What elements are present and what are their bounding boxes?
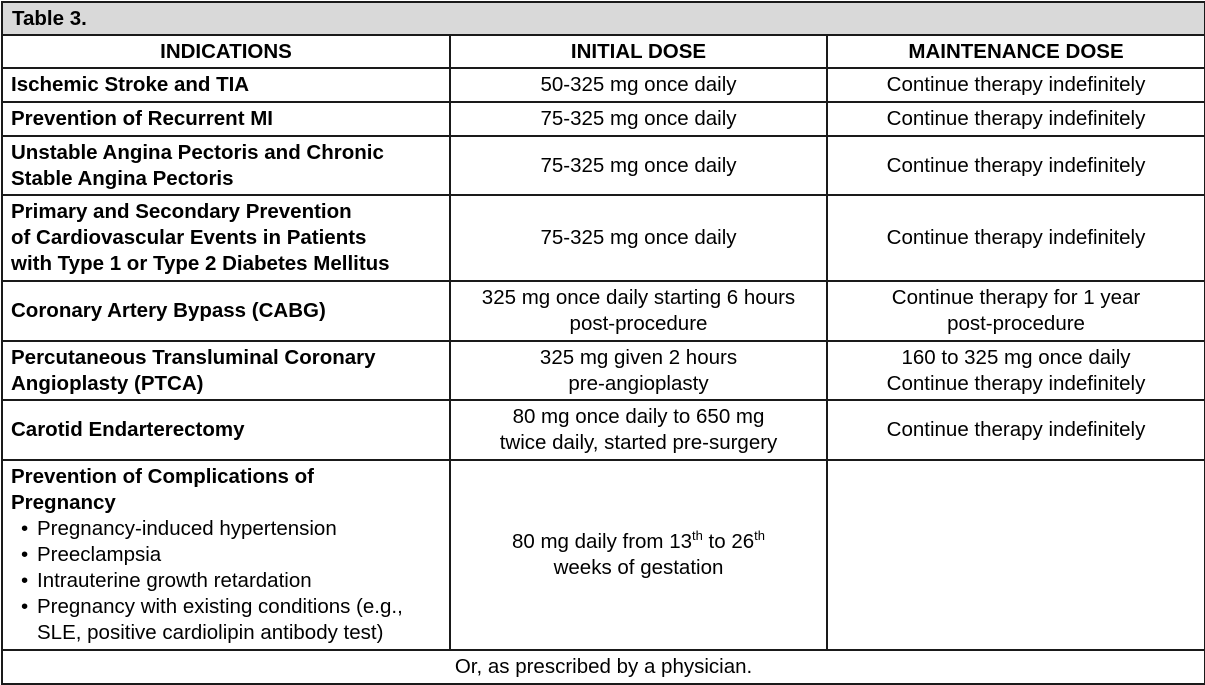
- ordinal-suffix: th: [754, 528, 765, 544]
- indication-cell: [2, 281, 450, 341]
- initial-dose-text: post-procedure: [569, 312, 708, 335]
- list-item-text: • Preeclampsia: [37, 543, 162, 566]
- table-footer-row: [2, 650, 1205, 684]
- table-row: [2, 400, 1205, 460]
- indication-cell: [2, 195, 450, 281]
- initial-dose-cell: [450, 400, 827, 460]
- initial-dose-text: [459, 529, 818, 555]
- maintenance-dose-cell: [827, 136, 1205, 195]
- maintenance-dose-text: Continue therapy indefinitely: [886, 371, 1146, 395]
- indication-cell: [2, 68, 450, 102]
- table-row: [2, 102, 1205, 136]
- maintenance-dose-text: Continue therapy indefinitely: [886, 107, 1146, 130]
- indication-text: Unstable Angina Pectoris and Chronic: [11, 140, 384, 164]
- maintenance-dose-cell: [827, 281, 1205, 341]
- header-initial-dose: INITIAL DOSE: [450, 35, 827, 68]
- maintenance-dose-text: post-procedure: [947, 312, 1085, 335]
- initial-dose-cell: [450, 281, 827, 341]
- table-row: [2, 195, 1205, 281]
- indication-text: Percutaneous Transluminal Coronary: [11, 345, 376, 369]
- initial-dose-cell: [450, 136, 827, 195]
- list-item: [19, 542, 441, 568]
- indication-cell: [2, 102, 450, 136]
- indication-cell: [2, 136, 450, 195]
- indication-text: Angioplasty (PTCA): [11, 371, 204, 395]
- table-header-row: [2, 35, 1205, 68]
- indication-text: Prevention of Complications of: [11, 465, 314, 488]
- indication-cell: [2, 460, 450, 650]
- maintenance-dose-text: Continue therapy for 1 year: [891, 286, 1141, 309]
- indication-text: Coronary Artery Bypass (CABG): [11, 299, 326, 322]
- maintenance-dose-cell: [827, 341, 1205, 400]
- initial-dose-cell: [450, 341, 827, 400]
- maintenance-dose-cell: [827, 102, 1205, 136]
- maintenance-dose-cell: [827, 195, 1205, 281]
- maintenance-dose-text: 160 to 325 mg once daily: [901, 345, 1131, 369]
- table-title: Table 3.: [2, 2, 1205, 35]
- footer-note: Or, as prescribed by a physician.: [2, 650, 1205, 684]
- header-indications: INDICATIONS: [2, 35, 450, 68]
- list-item: [19, 568, 441, 594]
- initial-dose-text: 80 mg once daily to 650 mg: [512, 405, 765, 428]
- initial-dose-text: 75-325 mg once daily: [540, 107, 737, 130]
- indication-text: Pregnancy: [11, 491, 116, 514]
- maintenance-dose-text: Continue therapy indefinitely: [886, 153, 1146, 177]
- maintenance-dose-cell: [827, 460, 1205, 650]
- maintenance-dose-cell: [827, 68, 1205, 102]
- table-row: [2, 281, 1205, 341]
- indication-text: Ischemic Stroke and TIA: [11, 73, 250, 96]
- indication-cell: [2, 400, 450, 460]
- initial-dose-text: 75-325 mg once daily: [540, 153, 737, 177]
- initial-dose-text: 325 mg once daily starting 6 hours: [481, 286, 796, 309]
- indication-text: of Cardiovascular Events in Patients: [11, 226, 367, 249]
- initial-dose-text: 325 mg given 2 hours: [539, 345, 738, 369]
- indication-cell: [2, 341, 450, 400]
- ordinal-suffix: th: [692, 528, 703, 544]
- table-title-row: [2, 2, 1205, 35]
- maintenance-dose-text: Continue therapy indefinitely: [886, 418, 1146, 441]
- maintenance-dose-text: Continue therapy indefinitely: [886, 73, 1146, 96]
- indication-text: Stable Angina Pectoris: [11, 166, 234, 190]
- list-item-text: • Pregnancy with existing conditions (e.g.,: [37, 595, 403, 618]
- maintenance-dose-text: Continue therapy indefinitely: [886, 226, 1146, 249]
- initial-dose-part: 80 mg daily from 13: [511, 530, 693, 553]
- table-row: [2, 341, 1205, 400]
- header-maintenance-dose: MAINTENANCE DOSE: [827, 35, 1205, 68]
- indication-text: with Type 1 or Type 2 Diabetes Mellitus: [11, 252, 390, 275]
- initial-dose-cell: [450, 195, 827, 281]
- table-row: [2, 136, 1205, 195]
- table-row-pregnancy: [2, 460, 1205, 650]
- list-item: [19, 516, 441, 542]
- pregnancy-conditions-list: [11, 516, 441, 646]
- initial-dose-text: twice daily, started pre-surgery: [499, 431, 778, 454]
- initial-dose-cell: [450, 68, 827, 102]
- initial-dose-text: weeks of gestation: [553, 556, 724, 579]
- list-item-text: • Intrauterine growth retardation: [37, 569, 312, 592]
- initial-dose-part: to 26: [702, 530, 755, 553]
- initial-dose-cell: [450, 460, 827, 650]
- indication-text: Prevention of Recurrent MI: [11, 107, 273, 130]
- indication-text: Carotid Endarterectomy: [11, 418, 245, 441]
- initial-dose-text: 50-325 mg once daily: [540, 73, 737, 96]
- list-item-text: SLE, positive cardiolipin antibody test): [37, 621, 384, 644]
- list-item-text: • Pregnancy-induced hypertension: [37, 517, 337, 540]
- maintenance-dose-cell: [827, 400, 1205, 460]
- initial-dose-cell: [450, 102, 827, 136]
- initial-dose-text: pre-angioplasty: [568, 371, 709, 395]
- initial-dose-text: 75-325 mg once daily: [540, 226, 737, 249]
- table-row: [2, 68, 1205, 102]
- list-item: [19, 594, 441, 646]
- indication-text: Primary and Secondary Prevention: [11, 200, 352, 223]
- dosage-table: [1, 1, 1205, 685]
